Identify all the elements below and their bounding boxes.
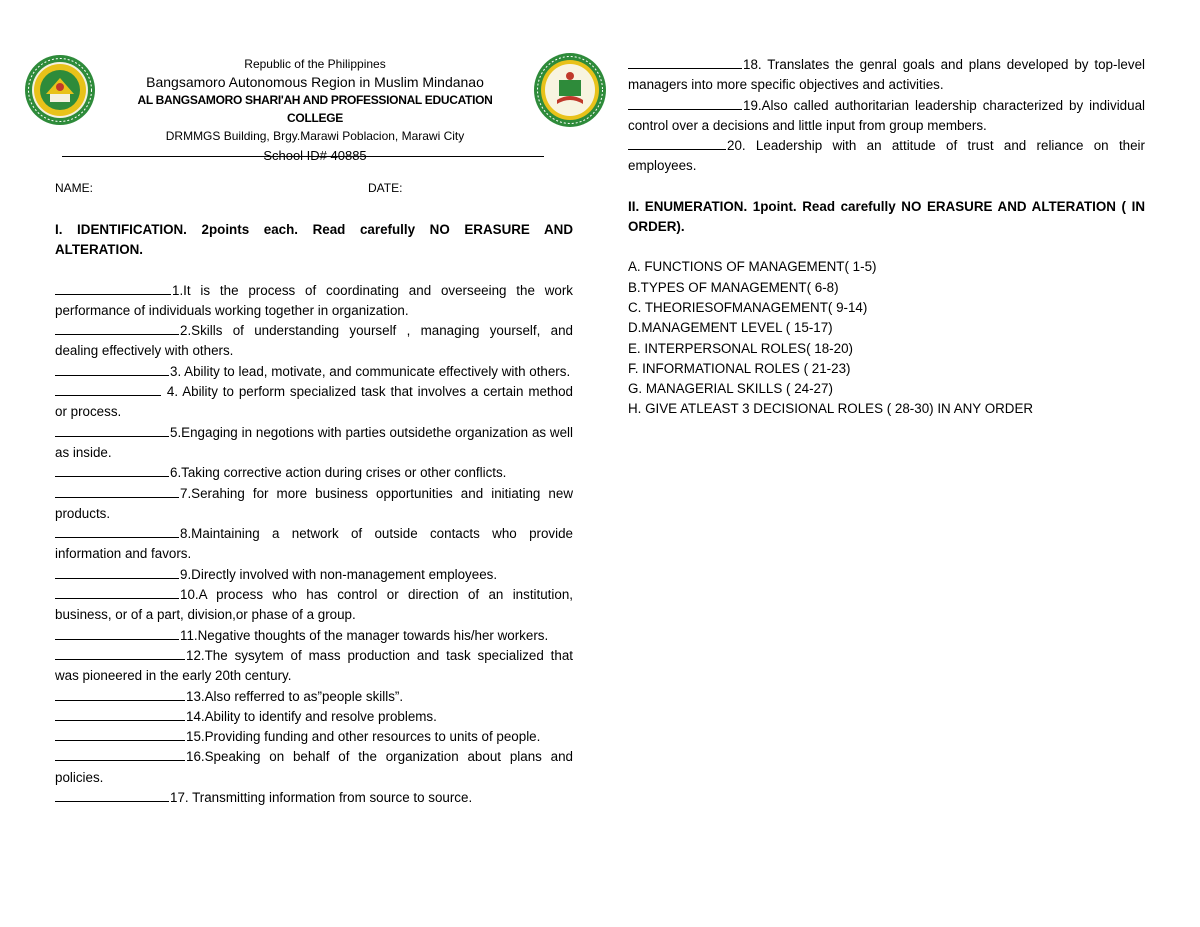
- question-13: 13.Also refferred to as”people skills”.: [55, 687, 573, 707]
- header-school-id: School ID# 40885: [263, 148, 367, 163]
- answer-blank[interactable]: [55, 465, 169, 477]
- answer-blank[interactable]: [55, 729, 185, 741]
- enumeration-title: II. ENUMERATION. 1point. Read carefully NO ERASURE AND ALTERATION ( IN ORDER).: [628, 198, 1145, 235]
- enumeration-item: H. GIVE ATLEAST 3 DECISIONAL ROLES ( 28-30) IN ANY ORDER: [628, 401, 1034, 417]
- enumeration-item: A. FUNCTIONS OF MANAGEMENT( 1-5): [628, 259, 877, 275]
- name-label: NAME:: [55, 181, 94, 195]
- answer-blank[interactable]: [55, 628, 179, 640]
- right-column: [628, 55, 1145, 420]
- answer-blank[interactable]: [55, 790, 169, 802]
- question-19: 19.Also called authoritarian leadership characterized by individual control over a decisions and little input from group members.: [628, 97, 1145, 133]
- header-divider: [62, 156, 544, 157]
- question-18: 18. Translates the genral goals and plans developed by top-level managers into more specific objectives and activities.: [628, 57, 1145, 93]
- answer-blank[interactable]: [55, 526, 179, 538]
- answer-blank[interactable]: [628, 98, 742, 110]
- enumeration-list: [628, 257, 1145, 419]
- header-address: DRMMGS Building, Brgy.Marawi Poblacion, Marawi City: [165, 129, 465, 143]
- question-6: 6.Taking corrective action during crises or other conflicts.: [55, 463, 573, 483]
- barmm-seal-logo: [533, 52, 607, 128]
- answer-blank[interactable]: [55, 648, 185, 660]
- question-1: 1.It is the process of coordinating and overseeing the work performance of individuals working together in organization.: [55, 282, 573, 318]
- enumeration-item: C. THEORIESOFMANAGEMENT( 9-14): [628, 299, 868, 315]
- answer-blank[interactable]: [55, 486, 179, 498]
- question-9: 9.Directly involved with non-management employees.: [55, 565, 573, 585]
- question-4: 4. Ability to perform specialized task that involves a certain method or process.: [55, 384, 573, 420]
- answer-blank[interactable]: [55, 283, 171, 295]
- question-12: 12.The sysytem of mass production and task specialized that was pioneered in the early 20th century.: [55, 647, 573, 684]
- header-region: Bangsamoro Autonomous Region in Muslim Mindanao: [146, 74, 484, 90]
- question-7: 7.Serahing for more business opportunities and initiating new products.: [55, 485, 573, 521]
- question-10: 10.A process who has control or direction of an institution, business, or of a part, division,or phase of a group.: [55, 587, 573, 623]
- question-15: 15.Providing funding and other resources to units of people.: [55, 727, 573, 747]
- question-3: 3. Ability to lead, motivate, and communicate effectively with others.: [55, 362, 573, 382]
- answer-blank[interactable]: [55, 323, 179, 335]
- college-seal-logo: [24, 54, 96, 126]
- answer-blank[interactable]: [628, 138, 726, 150]
- question-8: 8.Maintaining a network of outside contacts who provide information and favors.: [55, 526, 573, 562]
- answer-blank[interactable]: [55, 364, 169, 376]
- question-14: 14.Ability to identify and resolve problems.: [55, 707, 573, 727]
- answer-blank[interactable]: [55, 567, 179, 579]
- identification-title: I. IDENTIFICATION. 2points each. Read carefully NO ERASURE AND ALTERATION.: [55, 222, 573, 258]
- school-header: [130, 55, 500, 165]
- answer-blank[interactable]: [628, 57, 742, 69]
- question-17: 17. Transmitting information from source to source.: [55, 788, 573, 808]
- enumeration-item: F. INFORMATIONAL ROLES ( 21-23): [628, 360, 851, 376]
- answer-blank[interactable]: [55, 749, 185, 761]
- date-label: DATE:: [368, 181, 403, 195]
- header-college-name: AL BANGSAMORO SHARI'AH AND PROFESSIONAL EDUCATION COLLEGE: [137, 93, 493, 125]
- enumeration-item: G. MANAGERIAL SKILLS ( 24-27): [628, 381, 833, 397]
- enumeration-item: B.TYPES OF MANAGEMENT( 6-8): [628, 279, 839, 295]
- enumeration-item: E. INTERPERSONAL ROLES( 18-20): [628, 340, 853, 356]
- question-11: 11.Negative thoughts of the manager towards his/her workers.: [55, 626, 573, 646]
- enumeration-item: D.MANAGEMENT LEVEL ( 15-17): [628, 320, 833, 336]
- question-2: 2.Skills of understanding yourself , managing yourself, and dealing effectively with others.: [55, 323, 573, 359]
- answer-blank[interactable]: [55, 384, 161, 396]
- question-20: 20. Leadership with an attitude of trust and reliance on their employees.: [628, 138, 1145, 174]
- header-republic: Republic of the Philippines: [244, 57, 386, 71]
- identification-section: [55, 220, 573, 808]
- question-5: 5.Engaging in negotions with parties outsidethe organization as well as inside.: [55, 424, 573, 460]
- question-16: 16.Speaking on behalf of the organization about plans and policies.: [55, 749, 573, 785]
- answer-blank[interactable]: [55, 709, 185, 721]
- answer-blank[interactable]: [55, 587, 179, 599]
- answer-blank[interactable]: [55, 425, 169, 437]
- answer-blank[interactable]: [55, 689, 185, 701]
